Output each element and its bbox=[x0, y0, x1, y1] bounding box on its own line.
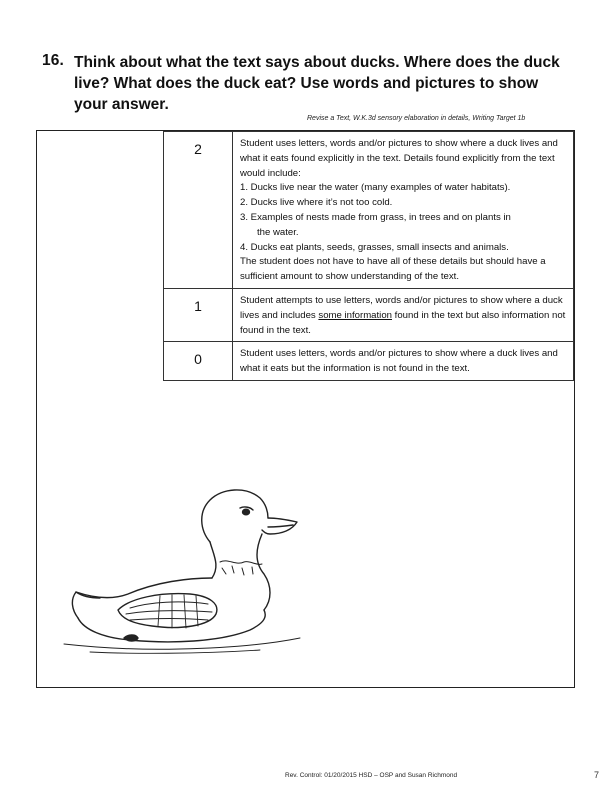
rubric-row-score-2 bbox=[164, 132, 574, 289]
rubric-outro: The student does not have to have all of these details but should have a sufficient amount to show understanding of the text. bbox=[240, 256, 546, 283]
desc-underlined-text: some information bbox=[318, 309, 392, 321]
duck-illustration bbox=[60, 478, 310, 658]
footer-revision-control: Rev. Control: 01/20/2015 HSD – OSP and Susan Richmond bbox=[285, 772, 458, 779]
rubric-detail-item: 2. Ducks live where it’s not too cold. bbox=[240, 197, 393, 209]
score-cell: 2 bbox=[164, 132, 233, 289]
standard-reference: Revise a Text, W.K.3d sensory elaboration in details, Writing Target 1b bbox=[307, 115, 526, 122]
score-description bbox=[233, 288, 574, 341]
rubric-detail-item: 1. Ducks live near the water (many examples of water habitats). bbox=[240, 182, 511, 194]
scoring-rubric bbox=[163, 131, 574, 381]
score-description: Student uses letters, words and/or pictures to show where a duck lives and what it eats but the information is not found in the text. bbox=[233, 342, 574, 381]
rubric-intro: Student uses letters, words and/or pictures to show where a duck lives and what it eats found explicitly in the text. Details found explicitly from the text would include: bbox=[240, 138, 558, 179]
score-cell: 1 bbox=[164, 288, 233, 341]
question-prompt: Think about what the text says about ducks. Where does the duck live? What does the duck eat? Use words and pictures to show your answer. bbox=[74, 54, 560, 113]
rubric-detail-item: 4. Ducks eat plants, seeds, grasses, small insects and animals. bbox=[240, 241, 509, 253]
desc-text: found in the text but also information not found in the text. bbox=[240, 309, 566, 336]
rubric-row-score-1 bbox=[164, 288, 574, 341]
score-cell: 0 bbox=[164, 342, 233, 381]
rubric-detail-item: the water. bbox=[257, 226, 299, 238]
question-number: 16. bbox=[42, 52, 64, 69]
desc-text: Student attempts to use letters, words and/or pictures to show where a duck lives and includes bbox=[240, 294, 563, 321]
rubric-detail-item: 3. Examples of nests made from grass, in trees and on plants in bbox=[240, 211, 511, 223]
score-description bbox=[233, 132, 574, 289]
page-number: 7 bbox=[594, 770, 600, 780]
rubric-row-score-0 bbox=[164, 342, 574, 381]
